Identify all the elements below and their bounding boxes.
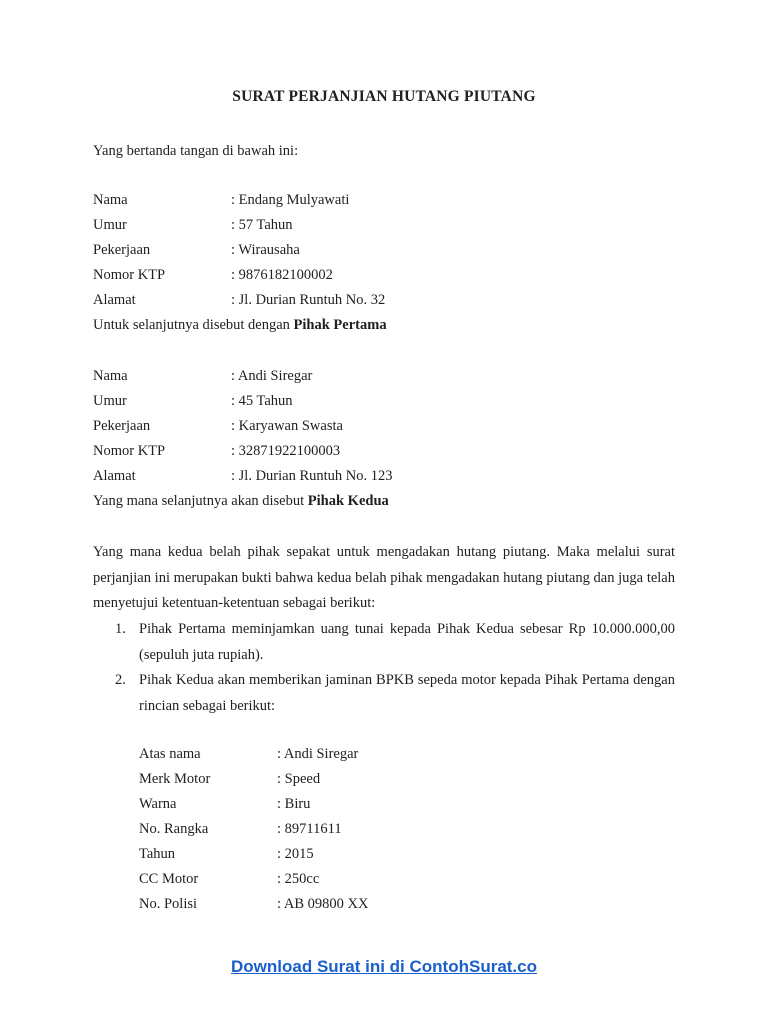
field-value: : Karyawan Swasta xyxy=(231,414,343,439)
field-label: Nama xyxy=(93,368,128,384)
field-value: : 250cc xyxy=(277,867,319,892)
field-row xyxy=(93,364,393,389)
field-row xyxy=(93,389,393,414)
field-value: : 32871922100003 xyxy=(231,439,340,464)
field-row xyxy=(93,263,387,288)
field-row xyxy=(93,464,393,489)
field-row xyxy=(93,213,387,238)
field-value: : 57 Tahun xyxy=(231,213,293,238)
note-bold: Pihak Pertama xyxy=(293,317,387,333)
field-label: Warna xyxy=(139,796,177,812)
field-label: Pekerjaan xyxy=(93,242,151,258)
pihak-kedua-note xyxy=(93,489,393,514)
field-label: Umur xyxy=(93,393,127,409)
list-item xyxy=(93,617,675,668)
vehicle-details xyxy=(139,742,368,917)
field-label: Merk Motor xyxy=(139,771,211,787)
list-text: Pihak Kedua akan memberikan jaminan BPKB sepeda motor kepada Pihak Pertama dengan rincian sebagai berikut: xyxy=(139,672,675,714)
field-value: : AB 09800 XX xyxy=(277,892,368,917)
field-row xyxy=(139,892,368,917)
field-value: : Speed xyxy=(277,767,320,792)
field-label: CC Motor xyxy=(139,871,199,887)
field-label: Nomor KTP xyxy=(93,443,166,459)
field-row xyxy=(93,414,393,439)
field-label: Nama xyxy=(93,192,128,208)
field-label: No. Rangka xyxy=(139,821,209,837)
note-bold: Pihak Kedua xyxy=(307,493,389,509)
field-label: Alamat xyxy=(93,292,136,308)
field-row xyxy=(93,288,387,313)
field-label: Umur xyxy=(93,217,127,233)
field-label: No. Polisi xyxy=(139,896,198,912)
field-label: Alamat xyxy=(93,468,136,484)
field-row xyxy=(93,439,393,464)
field-value: : 45 Tahun xyxy=(231,389,293,414)
pihak-kedua-block xyxy=(93,364,393,514)
intro-text: Yang bertanda tangan di bawah ini: xyxy=(93,143,299,159)
document-title: SURAT PERJANJIAN HUTANG PIUTANG xyxy=(232,88,536,105)
list-number: 1. xyxy=(115,621,126,637)
field-value: : Biru xyxy=(277,792,310,817)
field-row xyxy=(139,742,368,767)
field-label: Tahun xyxy=(139,846,176,862)
field-row xyxy=(139,842,368,867)
field-value: : Wirausaha xyxy=(231,238,300,263)
field-value: : Andi Siregar xyxy=(231,364,312,389)
field-label: Atas nama xyxy=(139,746,201,762)
field-row xyxy=(139,817,368,842)
pihak-pertama-block xyxy=(93,188,387,338)
field-value: : Jl. Durian Runtuh No. 32 xyxy=(231,288,385,313)
list-number: 2. xyxy=(115,672,126,688)
field-value: : 2015 xyxy=(277,842,314,867)
terms-list xyxy=(93,617,675,719)
field-row xyxy=(93,188,387,213)
list-item xyxy=(93,668,675,719)
field-value: : Andi Siregar xyxy=(277,742,358,767)
list-text: Pihak Pertama meminjamkan uang tunai kepada Pihak Kedua sebesar Rp 10.000.000,00 (sepuluh juta rupiah). xyxy=(139,621,675,663)
field-row xyxy=(93,238,387,263)
field-row xyxy=(139,867,368,892)
field-value: : Jl. Durian Runtuh No. 123 xyxy=(231,464,393,489)
download-link[interactable]: Download Surat ini di ContohSurat.co xyxy=(231,957,537,976)
field-value: : Endang Mulyawati xyxy=(231,188,349,213)
field-value: : 89711611 xyxy=(277,817,342,842)
field-row xyxy=(139,767,368,792)
field-label: Pekerjaan xyxy=(93,418,151,434)
field-label: Nomor KTP xyxy=(93,267,166,283)
note-text: Yang mana selanjutnya akan disebut xyxy=(93,493,308,509)
agreement-paragraph: Yang mana kedua belah pihak sepakat untuk mengadakan hutang piutang. Maka melalui surat perjanjian ini merupakan bukti bahwa kedua belah pihak mengadakan hutang piutang dan juga telah menyetujui ketentuan-ketentuan sebagai berikut: xyxy=(93,544,675,611)
field-value: : 9876182100002 xyxy=(231,263,333,288)
pihak-pertama-note xyxy=(93,313,387,338)
field-row xyxy=(139,792,368,817)
note-text: Untuk selanjutnya disebut dengan xyxy=(93,317,294,333)
